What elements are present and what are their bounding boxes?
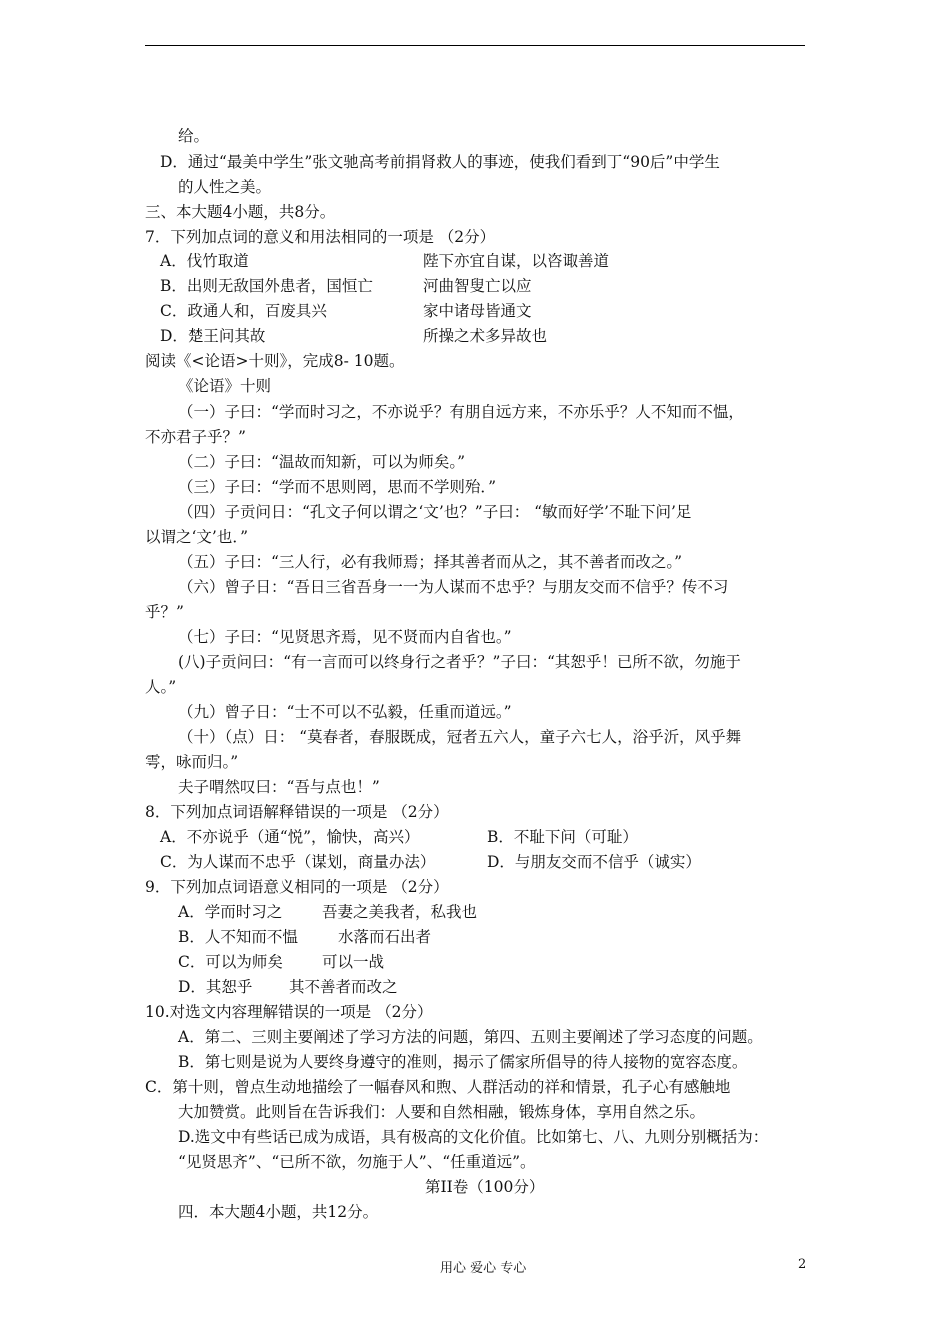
section-heading: 三、本大题4小题，共8分。 <box>145 203 336 221</box>
passage-title: 《论语》十则 <box>178 377 272 395</box>
reading-instruction: 阅读《<论语>十则》，完成8- 10题。 <box>145 352 405 370</box>
option-c: C．政通人和，百废具兴 <box>160 302 327 320</box>
option-d: D．与朋友交而不信乎（诚实） <box>487 853 701 871</box>
option-b-compare: 水落而石出者 <box>338 928 432 946</box>
passage-line: （十）（点）日： “莫春者，春服既成，冠者五六人，童子六七人，浴乎沂，风乎舞 <box>178 728 742 746</box>
option-a: A．伐竹取道 <box>160 252 249 270</box>
passage-line: 人。” <box>145 678 177 696</box>
option-d-continued: “见贤思齐”、“已所不欲，勿施于人”、“任重道远”。 <box>178 1153 536 1171</box>
option-c: C．可以为师矣 <box>178 953 283 971</box>
option-a-compare: 陛下亦宜自谋，以咨诹善道 <box>423 252 610 270</box>
part-heading: 第II卷（100分） <box>425 1178 545 1196</box>
passage-line: 乎？” <box>145 603 184 621</box>
passage-line: (八)子贡问曰：“有一言而可以终身行之者乎？”子曰：“其恕乎！已所不欲，勿施于 <box>178 653 741 671</box>
passage-line: （一）子曰：“学而时习之，不亦说乎？有朋自远方来，不亦乐乎？人不知而不愠， <box>178 403 744 421</box>
passage-line: （四）子贡问日：“孔文子何以谓之‘文’也？”子曰： “敏而好学’不耻下问’足 <box>178 503 692 521</box>
passage-line: （六）曾子日：“吾日三省吾身一一为人谋而不忠乎？与朋友交而不信乎？传不习 <box>178 578 729 596</box>
page-number: 2 <box>798 1257 807 1272</box>
option-b: B．人不知而不愠 <box>178 928 298 946</box>
section-heading: 四．本大题4小题，共12分。 <box>178 1203 379 1221</box>
footer-motto: 用心 爱心 专心 <box>440 1261 527 1276</box>
option-c: C．为人谋而不忠乎（谋划，商量办法） <box>160 853 436 871</box>
option-a: A．不亦说乎（通“悦”，愉快，高兴） <box>160 828 420 846</box>
passage-line: 雩，咏而归。” <box>145 753 239 771</box>
option-b: B．第七则是说为人要终身遵守的准则，揭示了儒家所倡导的待人接物的宽容态度。 <box>178 1053 748 1071</box>
header-rule <box>145 45 805 46</box>
option-d-compare: 所操之术多异故也 <box>423 327 548 345</box>
question-9: 9．下列加点词语意义相同的一项是 （2分） <box>145 878 449 896</box>
question-7: 7．下列加点词的意义和用法相同的一项是 （2分） <box>145 228 496 246</box>
passage-line: （二）子曰：“温故而知新，可以为师矣。” <box>178 453 466 471</box>
option-c-compare: 可以一战 <box>322 953 385 971</box>
option-c-compare: 家中诸母皆通文 <box>423 302 532 320</box>
option-c: C．第十则，曾点生动地描绘了一幅春风和煦、人群活动的祥和情景，孔子心有感触地 <box>145 1078 731 1096</box>
option-d: D．其恕乎 <box>178 978 253 996</box>
question-8: 8．下列加点词语解释错误的一项是 （2分） <box>145 803 449 821</box>
passage-line: 以谓之‘文’也．” <box>145 528 249 546</box>
option-d: D．楚王问其故 <box>160 327 266 345</box>
passage-line: （七）子曰：“见贤思齐焉，见不贤而内自省也。” <box>178 628 512 646</box>
passage-line: （三）子曰：“学而不思则罔，思而不学则殆．” <box>178 478 497 496</box>
option-a: A．第二、三则主要阐述了学习方法的问题，第四、五则主要阐述了学习态度的问题。 <box>178 1028 763 1046</box>
option-a-compare: 吾妻之美我者，私我也 <box>322 903 478 921</box>
passage-line: 不亦君子乎？” <box>145 428 246 446</box>
option-c-continued: 大加赞赏。此则旨在告诉我们：人要和自然相融，锻炼身体，享用自然之乐。 <box>178 1103 706 1121</box>
option-b: B．不耻下问（可耻） <box>487 828 638 846</box>
option-d-compare: 其不善者而改之 <box>289 978 398 996</box>
option-d: D.选文中有些话已成为成语，具有极高的文化价值。比如第七、八、九则分别概括为： <box>178 1128 769 1146</box>
text-line: D．通过“最美中学生”张文驰高考前捐肾救人的事迹，使我们看到丁“90后”中学生 <box>160 153 720 171</box>
option-b-compare: 河曲智叟亡以应 <box>423 277 532 295</box>
option-b: B．出则无敌国外患者，国恒亡 <box>160 277 373 295</box>
text-line: 给。 <box>178 127 210 145</box>
option-a: A．学而时习之 <box>178 903 283 921</box>
text-line: 的人性之美。 <box>178 178 272 196</box>
question-10: 10.对选文内容理解错误的一项是 （2分） <box>145 1003 433 1021</box>
passage-line: 夫子喟然叹曰：“吾与点也！” <box>178 778 380 796</box>
passage-line: （五）子曰：“三人行，必有我师焉；择其善者而从之，其不善者而改之。” <box>178 553 683 571</box>
passage-line: （九）曾子日：“士不可以不弘毅，任重而道远。” <box>178 703 512 721</box>
